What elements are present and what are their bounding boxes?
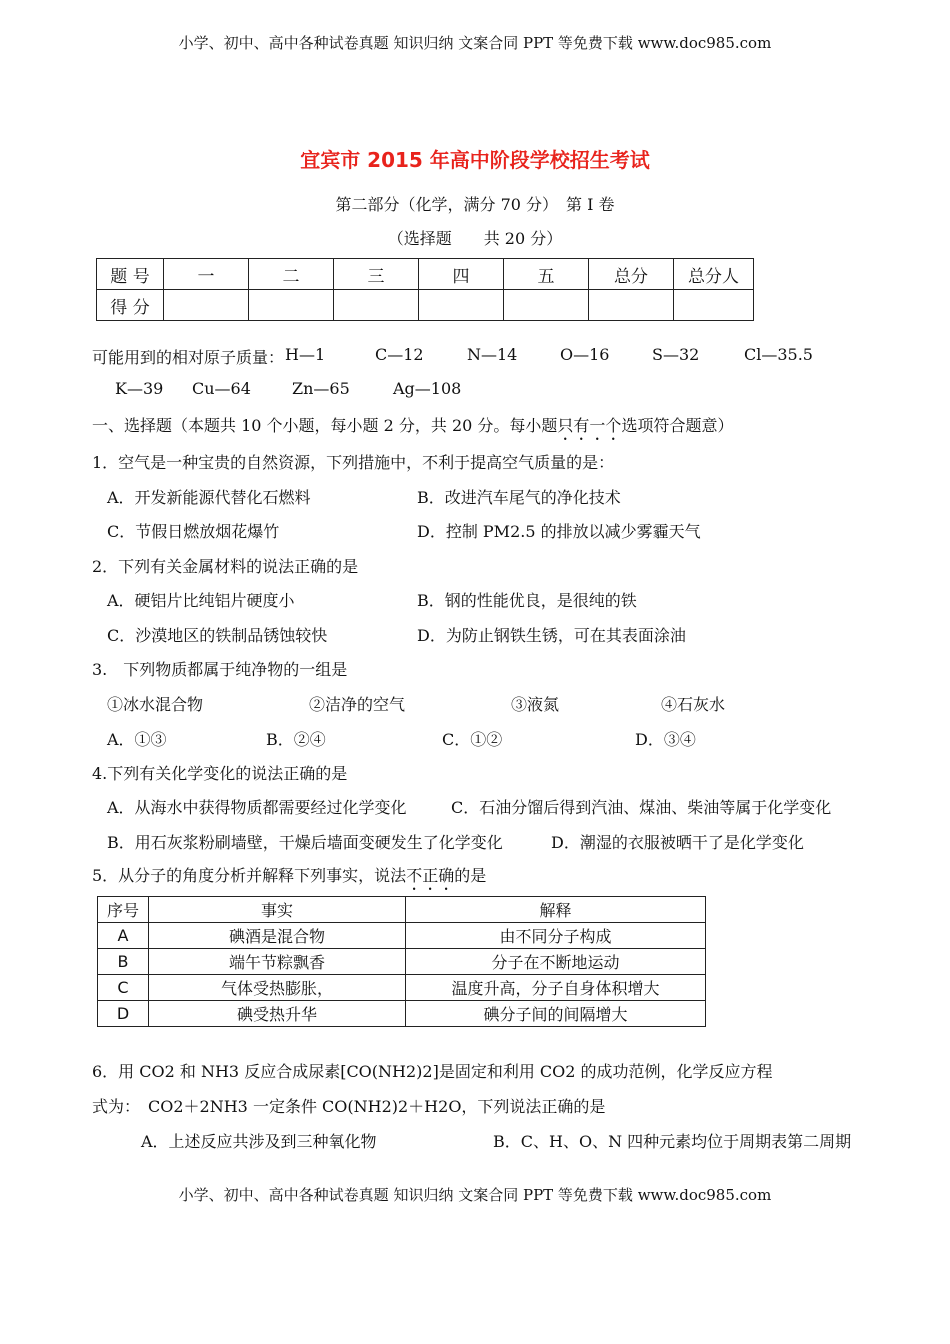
atomic-mass-item: S—32: [652, 345, 700, 364]
question-stem: 4.下列有关化学变化的说法正确的是: [92, 764, 348, 783]
option-text: A．①③: [107, 730, 167, 749]
option-text: D．潮湿的衣服被晒干了是化学变化: [551, 833, 804, 852]
table-header-row: [98, 897, 706, 923]
table-cell: 碘分子间的间隔增大: [406, 1001, 706, 1027]
score-header-cell: 一: [164, 259, 249, 290]
score-header-cell: 总分人: [674, 259, 754, 290]
emphasis-text: 只有一个: [557, 416, 622, 435]
score-header-cell: 二: [249, 259, 334, 290]
table-row: [98, 1001, 706, 1027]
atomic-mass-item: K—39: [115, 379, 164, 398]
table-row: [98, 923, 706, 949]
exam-title: 宜宾市 2015 年高中阶段学校招生考试: [300, 148, 650, 172]
atomic-mass-label: 可能用到的相对原子质量：: [92, 348, 285, 367]
option-text: B．②④: [266, 730, 326, 749]
score-cell[interactable]: [334, 290, 419, 321]
option-text: A．开发新能源代替化石燃料: [107, 488, 311, 507]
section-intro: 一、选择题（本题共 10 个小题，每小题 2 分，共 20 分。每小题只有一个选项符合题意）: [92, 416, 734, 435]
option-text: C．石油分馏后得到汽油、煤油、柴油等属于化学变化: [451, 798, 832, 817]
score-row-label: 得 分: [97, 290, 164, 321]
substance-item: ②洁净的空气: [309, 695, 406, 714]
emphasis-text: 不正确: [406, 866, 455, 885]
option-text: C．节假日燃放烟花爆竹: [107, 522, 280, 541]
option-text: A．硬铝片比纯铝片硬度小: [107, 591, 295, 610]
table-cell: B: [98, 949, 149, 975]
table-cell: D: [98, 1001, 149, 1027]
option-text: C．沙漠地区的铁制品锈蚀较快: [107, 626, 328, 645]
option-text: D．③④: [635, 730, 696, 749]
option-text: C．①②: [442, 730, 503, 749]
substance-item: ④石灰水: [661, 695, 726, 714]
table-cell: A: [98, 923, 149, 949]
atomic-mass-item: O—16: [560, 345, 610, 364]
table-cell: 由不同分子构成: [406, 923, 706, 949]
table-row: [98, 949, 706, 975]
option-text: B．C、H、O、N 四种元素均位于周期表第二周期: [493, 1132, 852, 1151]
table-header-cell: 序号: [98, 897, 149, 923]
question-stem: 3. 下列物质都属于纯净物的一组是: [92, 660, 348, 679]
substance-item: ①冰水混合物: [107, 695, 204, 714]
exam-subtitle: 第二部分（化学，满分 70 分） 第 I 卷: [335, 195, 615, 214]
section-subtitle: （选择题 共 20 分）: [387, 229, 563, 248]
table-row: [98, 975, 706, 1001]
option-text: D．控制 PM2.5 的排放以减少雾霾天气: [417, 522, 701, 541]
atomic-mass-item: Cu—64: [192, 379, 251, 398]
score-cell[interactable]: [674, 290, 754, 321]
page-header: 小学、初中、高中各种试卷真题 知识归纳 文案合同 PPT 等免费下载 www.doc985.com: [178, 34, 772, 52]
table-cell: 碘酒是混合物: [149, 923, 406, 949]
score-header-cell: 题 号: [97, 259, 164, 290]
score-header-cell: 五: [504, 259, 589, 290]
atomic-mass-item: C—12: [375, 345, 424, 364]
score-cell[interactable]: [164, 290, 249, 321]
question-stem: 6．用 CO2 和 NH3 反应合成尿素[CO(NH2)2]是固定和利用 CO2 的成功范例，化学反应方程: [92, 1062, 773, 1081]
option-text: B．钢的性能优良，是很纯的铁: [417, 591, 637, 610]
page-footer: 小学、初中、高中各种试卷真题 知识归纳 文案合同 PPT 等免费下载 www.doc985.com: [178, 1186, 772, 1204]
atomic-mass-item: Zn—65: [292, 379, 350, 398]
table-cell: 温度升高，分子自身体积增大: [406, 975, 706, 1001]
option-text: B．改进汽车尾气的净化技术: [417, 488, 621, 507]
score-cell[interactable]: [504, 290, 589, 321]
substance-item: ③液氮: [511, 695, 560, 714]
option-text: A．从海水中获得物质都需要经过化学变化: [107, 798, 407, 817]
option-text: D．为防止钢铁生锈，可在其表面涂油: [417, 626, 686, 645]
table-cell: C: [98, 975, 149, 1001]
score-table: [96, 258, 754, 321]
table-cell: 气体受热膨胀，: [149, 975, 406, 1001]
option-text: A．上述反应共涉及到三种氧化物: [141, 1132, 377, 1151]
atomic-mass-item: Cl—35.5: [744, 345, 813, 364]
question-stem: 2．下列有关金属材料的说法正确的是: [92, 557, 359, 576]
table-header-cell: 事实: [149, 897, 406, 923]
table-cell: 端午节粽飘香: [149, 949, 406, 975]
atomic-mass-item: N—14: [467, 345, 518, 364]
score-cell[interactable]: [249, 290, 334, 321]
score-cell[interactable]: [589, 290, 674, 321]
score-header-cell: 总分: [589, 259, 674, 290]
question-stem-continued: 式为： CO2＋2NH3 一定条件 CO(NH2)2＋H2O，下列说法正确的是: [92, 1097, 606, 1116]
score-header-cell: 三: [334, 259, 419, 290]
option-text: B．用石灰浆粉刷墙壁，干燥后墙面变硬发生了化学变化: [107, 833, 503, 852]
table-cell: 碘受热升华: [149, 1001, 406, 1027]
score-table-row: [97, 290, 754, 321]
table-header-cell: 解释: [406, 897, 706, 923]
score-table-header-row: [97, 259, 754, 290]
score-cell[interactable]: [419, 290, 504, 321]
score-header-cell: 四: [419, 259, 504, 290]
atomic-mass-item: H—1: [285, 345, 326, 364]
question-stem: 1．空气是一种宝贵的自然资源，下列措施中，不利于提高空气质量的是：: [92, 453, 615, 472]
question-stem: 5．从分子的角度分析并解释下列事实，说法不正确的是: [92, 866, 487, 885]
table-cell: 分子在不断地运动: [406, 949, 706, 975]
fact-explanation-table: [97, 896, 706, 1027]
atomic-mass-item: Ag—108: [393, 379, 462, 398]
